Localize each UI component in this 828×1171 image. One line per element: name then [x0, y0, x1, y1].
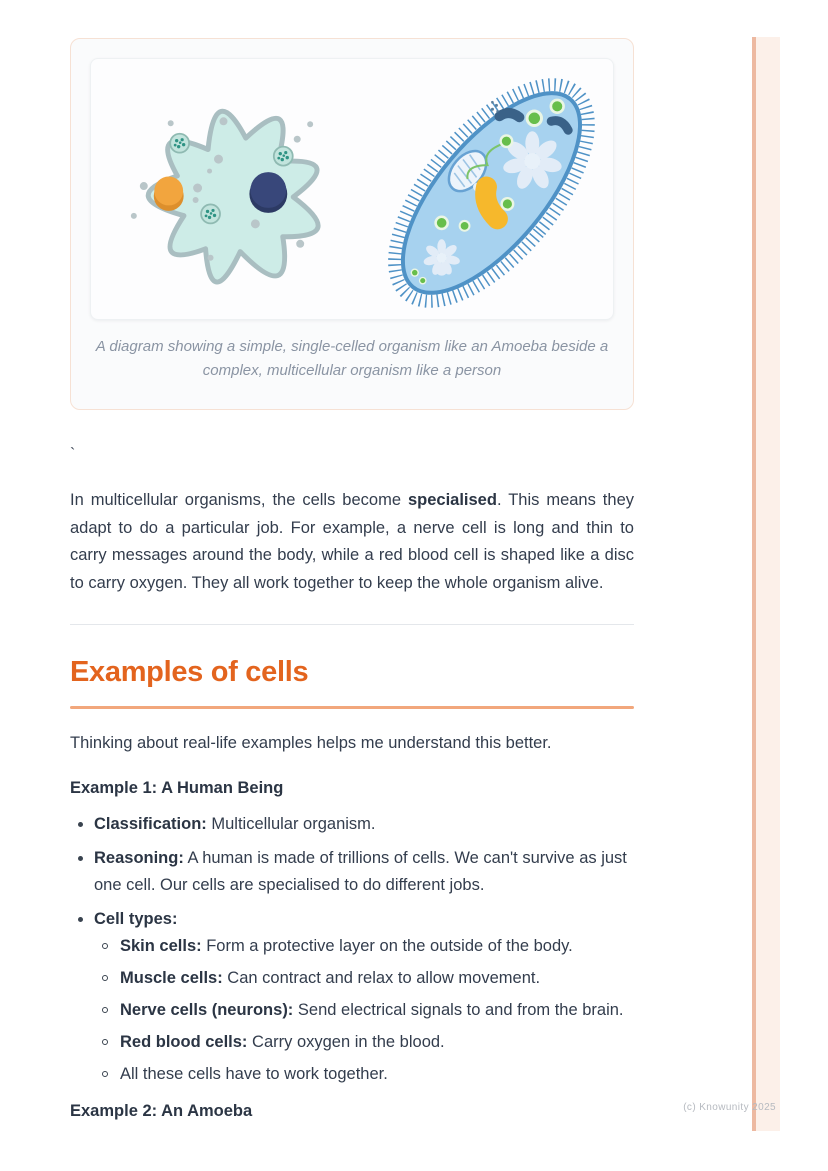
list-item-label: Nerve cells (neurons):: [120, 1001, 294, 1019]
page-edge-stripe: [752, 37, 780, 1131]
list-item-label: Classification:: [94, 815, 207, 833]
sublist-item-nerve-cells: [120, 997, 634, 1024]
sublist-item-muscle-cells: [120, 965, 634, 992]
list-item-text: Send electrical signals to and from the brain.: [293, 1001, 624, 1019]
cell-types-sublist: [94, 933, 634, 1088]
paramecium-illustration: [360, 59, 613, 319]
document-content: [70, 0, 634, 1125]
list-item-text: A human is made of trillions of cells. We can't survive as just one cell. Our cells are specialised to do different jobs.: [94, 849, 627, 894]
paramecium-organelle: [499, 113, 519, 117]
list-item-label: Muscle cells:: [120, 969, 223, 987]
intro-text-bold: specialised: [407, 491, 497, 509]
figure-caption-line1: A diagram showing a simple, single-celled organism like an Amoeba beside a: [95, 338, 609, 355]
list-item-text: Can contract and relax to allow movement.: [222, 969, 541, 987]
cells-illustration: [91, 59, 613, 319]
figure-caption: [90, 335, 614, 383]
list-item-cell-types: [94, 906, 634, 1088]
heading-underline: [70, 706, 634, 709]
example2-title: Example 2: An Amoeba: [70, 1102, 253, 1120]
section-intro: Thinking about real-life examples helps me understand this better.: [70, 734, 552, 752]
list-item-text: Carry oxygen in the blood.: [247, 1033, 445, 1051]
sublist-item-work-together: [120, 1061, 634, 1088]
amoeba-nucleus: [249, 172, 287, 213]
figure-image: [90, 58, 614, 320]
sublist-item-red-blood-cells: [120, 1029, 634, 1056]
list-item-label: Cell types:: [94, 910, 178, 928]
watermark: (c) Knowunity 2025: [683, 1102, 776, 1113]
intro-paragraph: [70, 487, 634, 597]
list-item-classification: [94, 811, 634, 838]
paramecium-macronucleus: [486, 187, 498, 219]
section-heading: Examples of cells: [70, 656, 309, 688]
example1-title: Example 1: A Human Being: [70, 779, 284, 797]
list-item-label: Red blood cells:: [120, 1033, 248, 1051]
section-divider: [70, 624, 634, 625]
amoeba-illustration: [131, 111, 318, 282]
list-item-label: Skin cells:: [120, 937, 202, 955]
sublist-item-skin-cells: [120, 933, 634, 960]
intro-text-pre: In multicellular organisms, the cells become: [70, 491, 408, 509]
example1-list: [70, 811, 634, 1088]
figure-caption-line2: complex, multicellular organism like a person: [202, 362, 502, 379]
intro-text-post: . This means they adapt to do a particular job. For example, a nerve cell is long and thin to carry messages around the body, while a red blood cell is shaped like a disc to carry oxygen. They all work together to keep the whole organism alive.: [70, 491, 634, 592]
stray-backtick: `: [70, 446, 76, 463]
list-item-text: Multicellular organism.: [206, 815, 376, 833]
list-item-reasoning: [94, 845, 634, 899]
list-item-label: Reasoning:: [94, 849, 184, 867]
figure-card: [70, 38, 634, 410]
list-item-text: All these cells have to work together.: [120, 1065, 388, 1083]
amoeba-food-vacuole: [154, 177, 184, 211]
list-item-text: Form a protective layer on the outside of the body.: [201, 937, 573, 955]
